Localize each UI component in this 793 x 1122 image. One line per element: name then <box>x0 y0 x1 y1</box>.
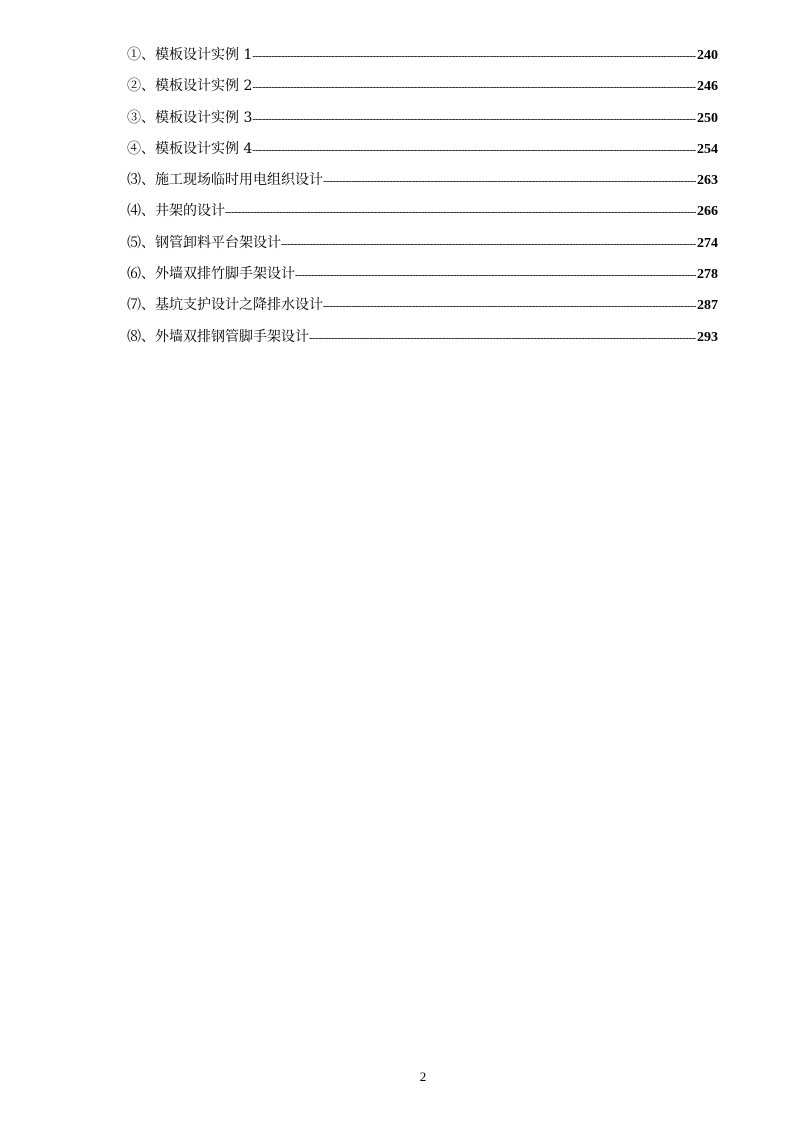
toc-entry[interactable] <box>127 40 718 71</box>
toc-dot-leader <box>252 41 696 72</box>
toc-entry-page: 274 <box>697 235 718 251</box>
toc-entry[interactable] <box>127 71 718 102</box>
toc-entry-title: ⑶、施工现场临时用电组织设计 <box>127 172 323 189</box>
toc-dot-leader <box>323 291 696 322</box>
toc-entry-title: ①、模板设计实例 1 <box>127 47 253 63</box>
toc-entry-page: 287 <box>697 298 718 314</box>
toc-entry[interactable] <box>127 290 718 321</box>
toc-dot-leader <box>252 72 696 103</box>
toc-dot-leader <box>281 229 696 260</box>
toc-entry-page: 263 <box>697 173 718 189</box>
toc-entry[interactable] <box>127 196 718 227</box>
toc-entry-title: ②、模板设计实例 2 <box>127 78 253 95</box>
toc-entry-title: ⑻、外墙双排钢管脚手架设计 <box>127 328 309 345</box>
toc-entry-page: 278 <box>697 267 718 283</box>
toc-dot-leader <box>252 104 696 135</box>
toc-entry[interactable] <box>127 322 718 353</box>
toc-entry-title: ⑸、钢管卸料平台架设计 <box>127 234 281 251</box>
toc-entry-title: ⑺、基坑支护设计之降排水设计 <box>127 297 323 314</box>
toc-entry-page: 250 <box>697 110 718 126</box>
toc-entry[interactable] <box>127 103 718 134</box>
toc-entry-title: ③、模板设计实例 3 <box>127 109 253 126</box>
toc-entry-page: 240 <box>697 48 718 63</box>
toc-dot-leader <box>323 166 696 197</box>
toc-entry[interactable] <box>127 165 718 196</box>
toc-entry-title: ⑷、井架的设计 <box>127 203 225 220</box>
toc-dot-leader <box>295 260 696 291</box>
toc-entry-page: 246 <box>697 79 718 95</box>
toc-entry[interactable] <box>127 259 718 290</box>
toc-dot-leader <box>225 197 696 228</box>
toc-entry-page: 266 <box>697 204 718 220</box>
toc-entry-page: 254 <box>697 141 718 157</box>
toc-dot-leader <box>252 135 696 166</box>
toc-entry-title: ⑹、外墙双排竹脚手架设计 <box>127 266 295 283</box>
toc-entry[interactable] <box>127 134 718 165</box>
toc-dot-leader <box>309 323 696 354</box>
toc-entry-title: ④、模板设计实例 4 <box>127 140 253 157</box>
page-number: 2 <box>419 1069 427 1084</box>
table-of-contents <box>127 40 718 353</box>
toc-entry[interactable] <box>127 228 718 259</box>
toc-entry-page: 293 <box>697 329 718 345</box>
